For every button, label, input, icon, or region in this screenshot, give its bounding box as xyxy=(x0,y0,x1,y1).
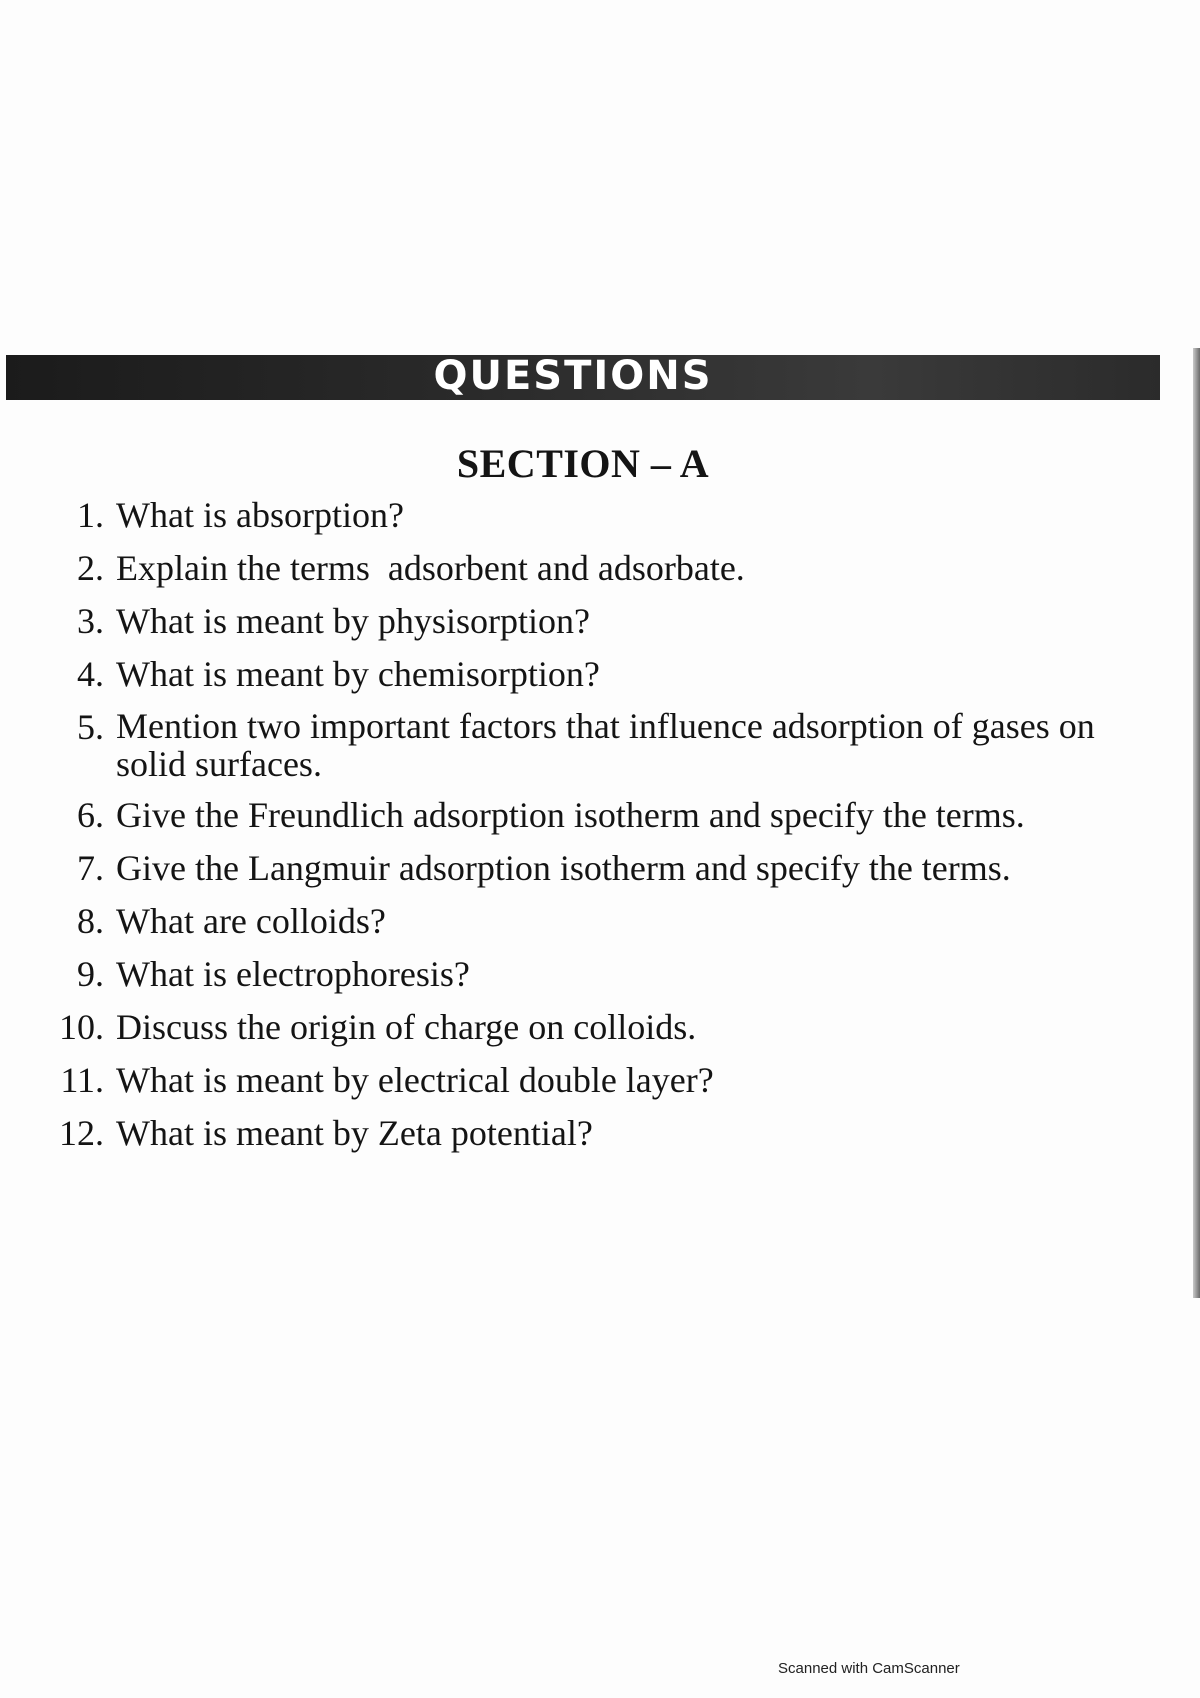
question-text: Give the Freundlich adsorption isotherm and specify the terms. xyxy=(116,795,1025,835)
question-number: 2. xyxy=(77,548,104,588)
question-text: What is absorption? xyxy=(116,495,404,535)
question-item xyxy=(52,954,1172,994)
question-text: What is electrophoresis? xyxy=(116,954,470,994)
question-item xyxy=(52,1007,1172,1047)
question-item xyxy=(52,707,1172,783)
question-item xyxy=(52,601,1172,641)
question-item xyxy=(52,548,1172,588)
question-number: 1. xyxy=(77,495,104,535)
question-text: What are colloids? xyxy=(116,901,386,941)
question-item xyxy=(52,654,1172,694)
question-text: Explain the terms adsorbent and adsorbate. xyxy=(116,548,745,588)
section-heading: SECTION – A xyxy=(456,441,710,486)
question-item xyxy=(52,1113,1172,1153)
question-item xyxy=(52,795,1172,835)
page-edge-shadow xyxy=(1193,348,1200,1298)
question-text: Mention two important factors that influence adsorption of gases on solid surfaces. xyxy=(116,706,1095,784)
question-number: 7. xyxy=(77,848,104,888)
question-text: Give the Langmuir adsorption isotherm and specify the terms. xyxy=(116,848,1011,888)
scanner-watermark: Scanned with CamScanner xyxy=(778,1660,960,1677)
question-item xyxy=(52,848,1172,888)
question-number: 10. xyxy=(59,1007,104,1047)
header-title: QUESTIONS xyxy=(433,352,713,399)
question-item xyxy=(52,1060,1172,1100)
question-text: Discuss the origin of charge on colloids. xyxy=(116,1007,697,1047)
question-number: 5. xyxy=(77,707,104,747)
question-number: 11. xyxy=(60,1060,104,1100)
question-item xyxy=(52,901,1172,941)
question-number: 9. xyxy=(77,954,104,994)
question-text: What is meant by electrical double layer? xyxy=(116,1060,714,1100)
question-number: 8. xyxy=(77,901,104,941)
question-list xyxy=(52,495,1172,1166)
question-number: 6. xyxy=(77,795,104,835)
question-text: What is meant by chemisorption? xyxy=(116,654,600,694)
question-item xyxy=(52,495,1172,535)
question-text: What is meant by physisorption? xyxy=(116,601,590,641)
question-number: 4. xyxy=(77,654,104,694)
question-number: 12. xyxy=(59,1113,104,1153)
question-number: 3. xyxy=(77,601,104,641)
question-text: What is meant by Zeta potential? xyxy=(116,1113,593,1153)
questions-header-bar xyxy=(6,352,1160,400)
